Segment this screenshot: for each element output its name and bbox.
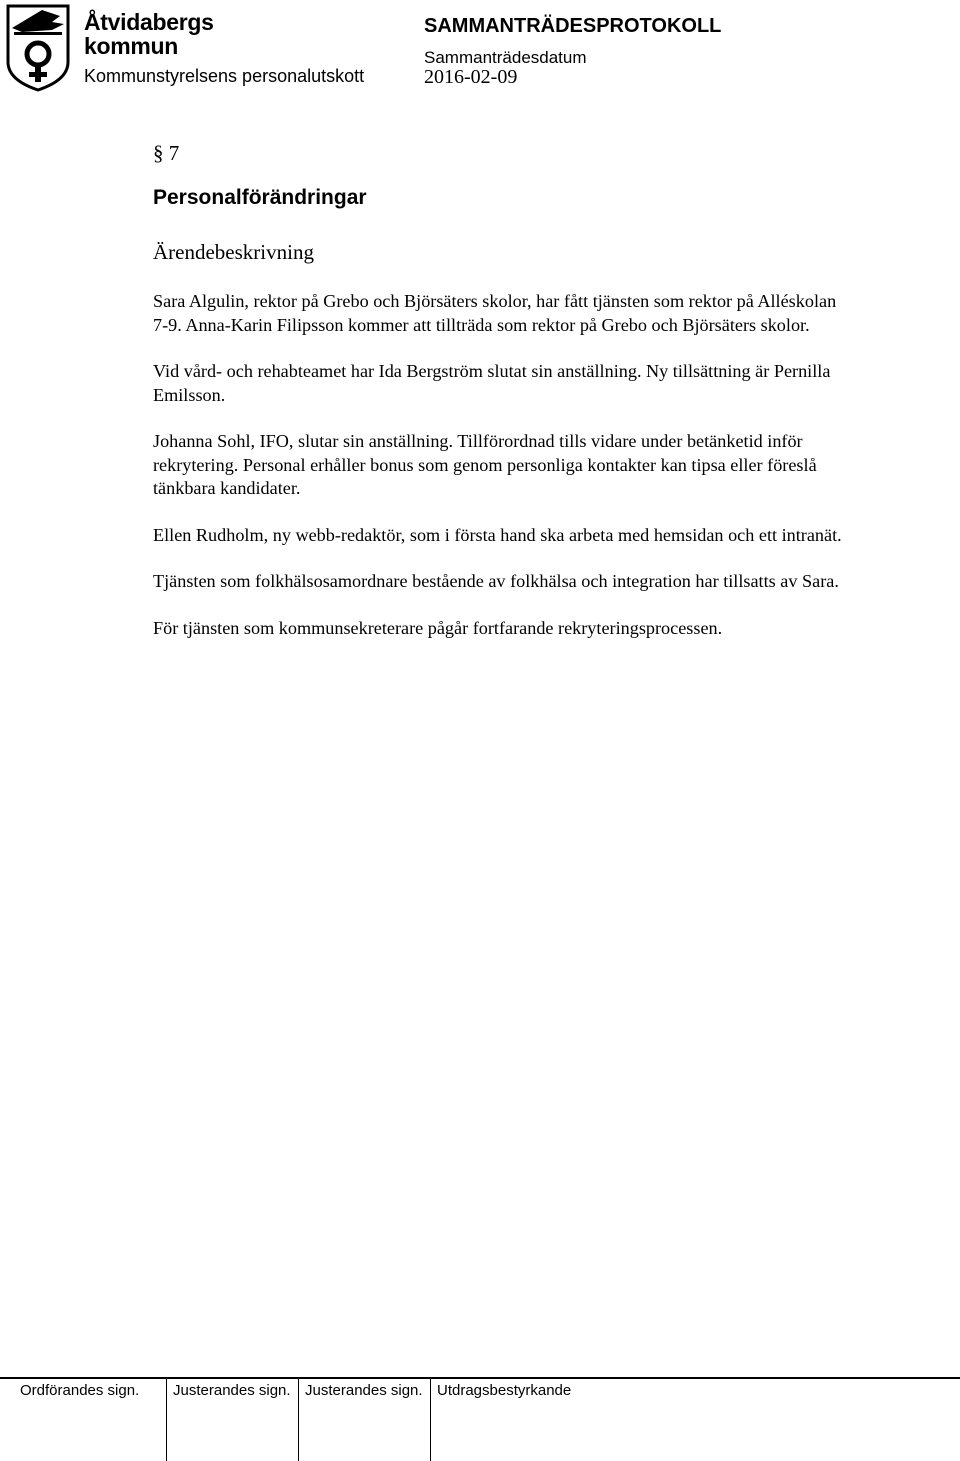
adjuster-signature-label-2: Justerandes sign. [305, 1382, 423, 1399]
meeting-date: 2016-02-09 [424, 66, 518, 88]
adjuster-signature-cell-1 [166, 1377, 297, 1461]
certification-label: Utdragsbestyrkande [437, 1382, 572, 1399]
section-subheading: Ärendebeskrivning [153, 240, 314, 264]
paragraph: Ellen Rudholm, ny webb-redaktör, som i första hand ska arbeta med hemsidan och ett intranät. [153, 524, 842, 545]
adjuster-signature-label-1: Justerandes sign. [173, 1382, 291, 1399]
paragraph: För tjänsten som kommunsekreterare pågår fortfarande rekryteringsprocessen. [153, 617, 723, 638]
paragraph: Tjänsten som folkhälsosamordnare bestående av folkhälsa och integration har tillsatts av Sara. [153, 571, 839, 591]
organization-name-line1: Åtvidabergs [84, 9, 214, 35]
case-description [153, 290, 853, 663]
chair-signature-label: Ordförandes sign. [20, 1382, 140, 1399]
paragraph: Vid vård- och rehabteamet har Ida Bergström slutat sin anställning. Ny tillsättning är Pernilla Emilsson. [153, 361, 831, 405]
section-number: § 7 [153, 141, 180, 165]
signature-footer [0, 1377, 960, 1461]
section-title: Personalförändringar [153, 186, 367, 209]
coat-of-arms-icon [2, 2, 74, 92]
paragraph: Sara Algulin, rektor på Grebo och Björsäters skolor, har fått tjänsten som rektor på Alléskolan 7-9. Anna-Karin Filipsson kommer att tillträda som rektor på Grebo och Björsäters skolor. [153, 291, 837, 335]
document-type: SAMMANTRÄDESPROTOKOLL [424, 15, 722, 37]
chair-signature-cell [14, 1377, 164, 1461]
certification-cell [430, 1377, 631, 1461]
organization-name [84, 10, 214, 58]
adjuster-signature-cell-2 [298, 1377, 429, 1461]
committee-name: Kommunstyrelsens personalutskott [84, 66, 365, 86]
paragraph: Johanna Sohl, IFO, slutar sin anställning. Tillförordnad tills vidare under betänketid inför rekrytering. Personal erhåller bonus som genom personliga kontakter kan tipsa eller föreslå tänkbara kandidater. [153, 431, 817, 498]
meeting-date-label: Sammanträdesdatum [424, 48, 587, 67]
organization-name-line2: kommun [84, 33, 179, 59]
